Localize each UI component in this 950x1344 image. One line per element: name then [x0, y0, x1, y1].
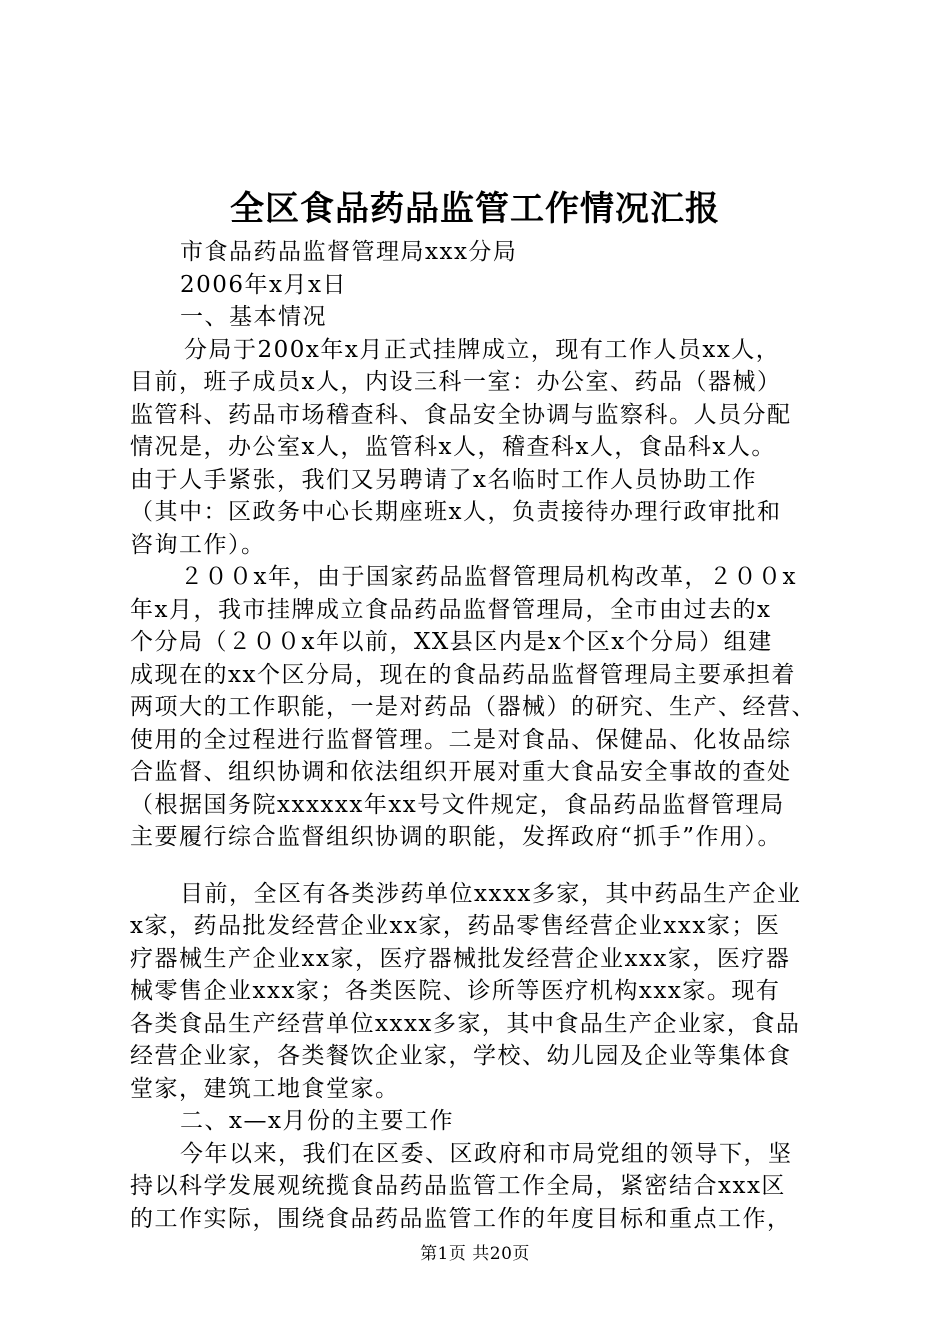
paragraph-line: 个分局（２００x年以前，XX县区内是x个区x个分局）组建 — [130, 629, 773, 655]
paragraph-line: 成现在的xx个区分局，现在的食品药品监督管理局主要承担着 — [130, 661, 796, 688]
paragraph-line: 情况是，办公室x人，监管科x人，稽查科x人，食品科x人。 — [130, 434, 776, 460]
paragraph-main-work — [130, 1138, 834, 1236]
author-line: 市食品药品监督管理局xxx分局 — [180, 239, 518, 265]
document-title: 全区食品药品监管工作情况汇报 — [230, 189, 720, 229]
paragraph-line: 目前，全区有各类涉药单位xxxx多家，其中药品生产企业 — [180, 880, 802, 907]
paragraph-line: 主要履行综合监督组织协调的职能，发挥政府“抓手”作用）。 — [130, 824, 783, 850]
paragraph-line: 合监督、组织协调和依法组织开展对重大食品安全事故的查处 — [130, 759, 792, 785]
date-line: 2006年x月x日 — [180, 271, 347, 298]
paragraph-line: 分局于200x年x月正式挂牌成立，现有工作人员xx人， — [184, 336, 781, 363]
paragraph-line: 经营企业家，各类餐饮企业家，学校、幼儿园及企业等集体食 — [130, 1043, 792, 1069]
paragraph-line: （其中：区政务中心长期座班x人，负责接待办理行政审批和 — [130, 499, 782, 525]
paragraph-line: 目前，班子成员x人，内设三科一室：办公室、药品（器械） — [130, 369, 782, 395]
paragraph-line: 疗器械生产企业xx家，医疗器械批发经营企业xxx家，医疗器 — [130, 945, 791, 972]
paragraph-units — [130, 878, 834, 1106]
paragraph-line: 今年以来，我们在区委、区政府和市局党组的领导下，坚 — [180, 1140, 793, 1167]
paragraph-basic-situation — [130, 334, 834, 562]
paragraph-line: 咨询工作）。 — [130, 531, 266, 558]
paragraph-line: （根据国务院xxxxxx年xx号文件规定，食品药品监督管理局 — [130, 791, 785, 818]
section-heading-main-work: 二、x—x月份的主要工作 — [180, 1108, 454, 1134]
page-indicator: 第1页 共20页 — [420, 1244, 530, 1264]
paragraph-reform — [130, 561, 834, 854]
paragraph-spacer — [130, 854, 834, 878]
paragraph-line: 使用的全过程进行监督管理。二是对食品、保健品、化妆品综 — [130, 726, 792, 753]
page-footer — [0, 1242, 950, 1266]
paragraph-line: 由于人手紧张，我们又另聘请了x名临时工作人员协助工作 — [130, 466, 757, 493]
document-body — [130, 236, 834, 1235]
paragraph-line: ２００x年，由于国家药品监督管理局机构改革，２００x — [180, 564, 797, 590]
paragraph-line: 各类食品生产经营单位xxxx多家，其中食品生产企业家，食品 — [130, 1010, 801, 1037]
paragraph-line: 持以科学发展观统揽食品药品监管工作全局，紧密结合xxx区 — [130, 1173, 786, 1199]
paragraph-line: 两项大的工作职能，一是对药品（器械）的研究、生产、经营、 — [130, 694, 816, 720]
paragraph-line: 的工作实际，围绕食品药品监管工作的年度目标和重点工作， — [130, 1205, 792, 1232]
section-heading-basic: 一、基本情况 — [180, 304, 327, 330]
paragraph-line: 械零售企业xxx家；各类医院、诊所等医疗机构xxx家。现有 — [130, 978, 781, 1004]
paragraph-line: 年x月，我市挂牌成立食品药品监督管理局，全市由过去的x — [130, 596, 772, 623]
paragraph-line: 堂家，建筑工地食堂家。 — [130, 1075, 400, 1102]
paragraph-line: 监管科、药品市场稽查科、食品安全协调与监察科。人员分配 — [130, 401, 792, 428]
paragraph-line: x家，药品批发经营企业xx家，药品零售经营企业xxx家；医 — [130, 913, 781, 939]
